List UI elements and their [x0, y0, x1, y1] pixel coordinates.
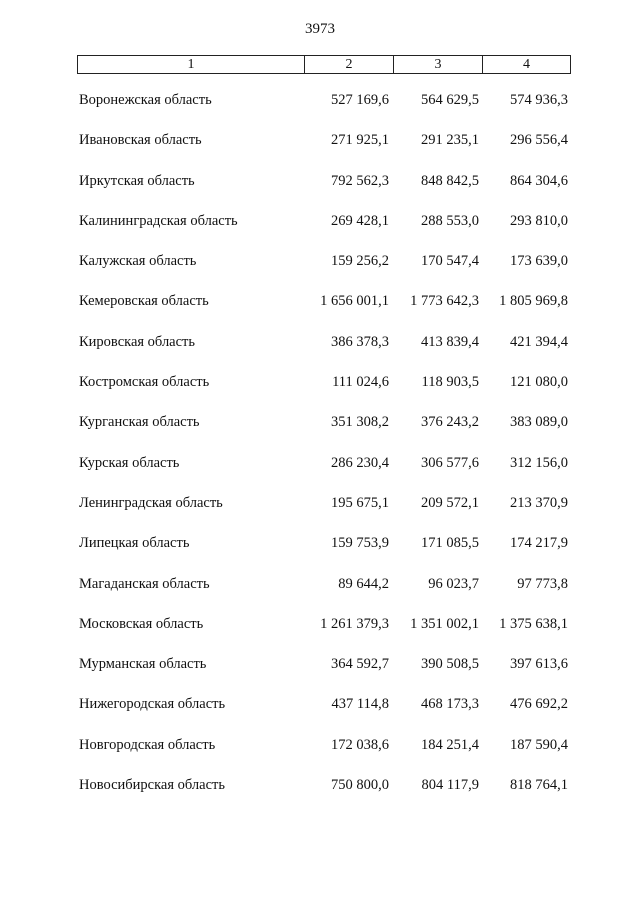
value-col-4: 421 394,4 [510, 333, 568, 350]
column-header-2: 2 [305, 56, 394, 74]
value-col-4: 397 613,6 [510, 656, 568, 673]
value-col-3: 209 572,1 [421, 494, 479, 511]
column-header-row [78, 56, 571, 74]
value-col-4: 97 773,8 [517, 575, 568, 592]
region-name: Курганская область [79, 414, 200, 431]
region-name: Кировская область [79, 333, 196, 350]
table-row [0, 326, 640, 366]
table-row [0, 245, 640, 285]
value-col-3: 96 023,7 [428, 575, 479, 592]
value-col-2: 386 378,3 [331, 333, 389, 350]
value-col-3: 376 243,2 [421, 414, 479, 431]
table-row [0, 366, 640, 406]
value-col-3: 306 577,6 [421, 454, 479, 471]
region-name: Московская область [79, 615, 204, 632]
value-col-4: 476 692,2 [510, 696, 568, 713]
table-row [0, 285, 640, 325]
value-col-4: 187 590,4 [510, 736, 568, 753]
column-header-3: 3 [394, 56, 483, 74]
region-name: Ленинградская область [79, 494, 223, 511]
table-row [0, 447, 640, 487]
value-col-3: 118 903,5 [421, 374, 479, 391]
value-col-2: 159 256,2 [331, 253, 389, 270]
value-col-2: 286 230,4 [331, 454, 389, 471]
column-header-4: 4 [483, 56, 571, 74]
value-col-2: 792 562,3 [331, 172, 389, 189]
value-col-3: 288 553,0 [421, 212, 479, 229]
column-header-table [77, 55, 571, 74]
table-row [0, 205, 640, 245]
value-col-3: 804 117,9 [421, 777, 479, 794]
value-col-4: 121 080,0 [510, 374, 568, 391]
value-col-3: 184 251,4 [421, 736, 479, 753]
value-col-4: 174 217,9 [510, 535, 568, 552]
table-row [0, 84, 640, 124]
value-col-3: 1 773 642,3 [410, 293, 479, 310]
value-col-2: 1 656 001,1 [320, 293, 389, 310]
column-header-1: 1 [78, 56, 305, 74]
value-col-4: 574 936,3 [510, 92, 568, 108]
value-col-2: 159 753,9 [331, 535, 389, 552]
value-col-2: 437 114,8 [331, 696, 389, 713]
value-col-2: 1 261 379,3 [320, 615, 389, 632]
value-col-2: 750 800,0 [331, 777, 389, 794]
region-name: Калужская область [79, 253, 197, 270]
region-name: Магаданская область [79, 575, 210, 592]
page-number: 3973 [305, 21, 335, 37]
value-col-2: 269 428,1 [331, 212, 389, 229]
value-col-4: 1 375 638,1 [499, 615, 568, 632]
table-row [0, 165, 640, 205]
value-col-4: 173 639,0 [510, 253, 568, 270]
value-col-3: 564 629,5 [421, 92, 479, 108]
table-row [0, 688, 640, 728]
value-col-3: 413 839,4 [421, 333, 479, 350]
value-col-2: 89 644,2 [338, 575, 389, 592]
value-col-2: 271 925,1 [331, 132, 389, 149]
value-col-4: 818 764,1 [510, 777, 568, 794]
table-row [0, 124, 640, 164]
value-col-2: 172 038,6 [331, 736, 389, 753]
region-name: Курская область [79, 454, 180, 471]
region-name: Воронежская область [79, 92, 212, 108]
value-col-2: 111 024,6 [332, 374, 389, 391]
table-row [0, 729, 640, 769]
region-name: Мурманская область [79, 656, 207, 673]
value-col-4: 1 805 969,8 [499, 293, 568, 310]
value-col-4: 312 156,0 [510, 454, 568, 471]
value-col-2: 527 169,6 [331, 92, 389, 108]
value-col-2: 351 308,2 [331, 414, 389, 431]
table-row [0, 648, 640, 688]
region-name: Липецкая область [79, 535, 190, 552]
value-col-3: 291 235,1 [421, 132, 479, 149]
table-row [0, 608, 640, 648]
table-row [0, 568, 640, 608]
table-row [0, 487, 640, 527]
value-col-4: 213 370,9 [510, 494, 568, 511]
table-row [0, 406, 640, 446]
value-col-3: 390 508,5 [421, 656, 479, 673]
value-col-3: 1 351 002,1 [410, 615, 479, 632]
value-col-2: 195 675,1 [331, 494, 389, 511]
region-name: Костромская область [79, 374, 210, 391]
value-col-4: 293 810,0 [510, 212, 568, 229]
table-body [0, 84, 640, 809]
value-col-2: 364 592,7 [331, 656, 389, 673]
table-row [0, 769, 640, 809]
value-col-3: 468 173,3 [421, 696, 479, 713]
value-col-4: 383 089,0 [510, 414, 568, 431]
value-col-4: 864 304,6 [510, 172, 568, 189]
value-col-3: 170 547,4 [421, 253, 479, 270]
table-row [0, 527, 640, 567]
value-col-4: 296 556,4 [510, 132, 568, 149]
value-col-3: 171 085,5 [421, 535, 479, 552]
region-name: Нижегородская область [79, 696, 226, 713]
region-name: Ивановская область [79, 132, 202, 149]
value-col-3: 848 842,5 [421, 172, 479, 189]
region-name: Кемеровская область [79, 293, 209, 310]
region-name: Калининградская область [79, 212, 238, 229]
region-name: Новгородская область [79, 736, 216, 753]
region-name: Новосибирская область [79, 777, 225, 794]
region-name: Иркутская область [79, 172, 195, 189]
